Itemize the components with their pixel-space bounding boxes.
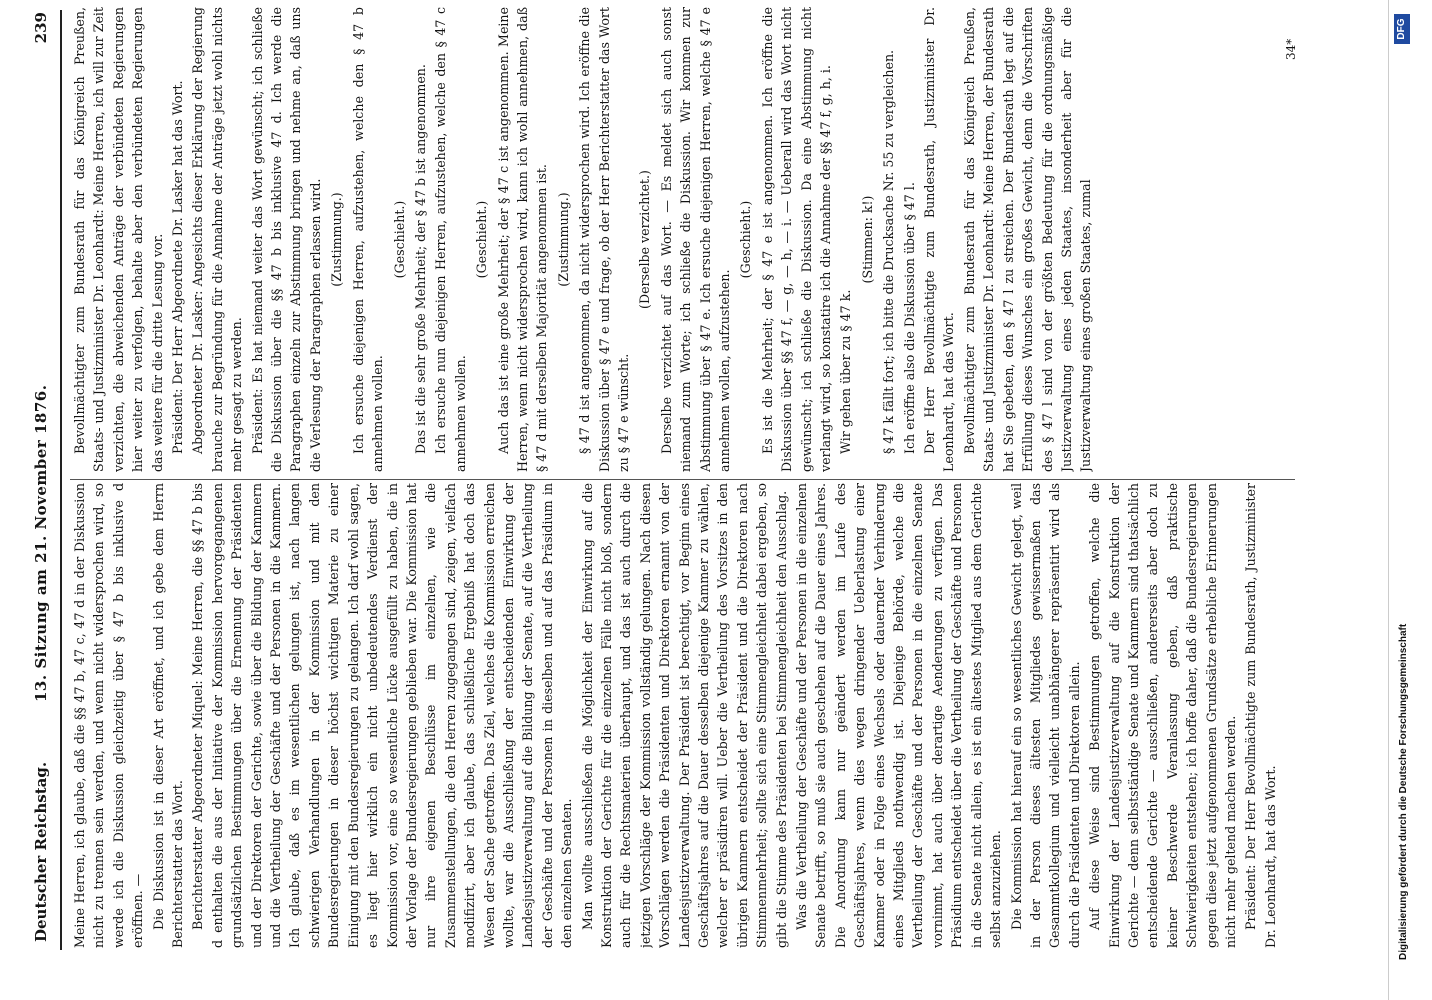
left-column xyxy=(70,483,1300,948)
paragraph: Wir gehen über zu § 47 k. xyxy=(838,289,854,454)
stage-direction: (Derselbe verzichtet.) xyxy=(637,170,653,309)
paragraph: Berichterstatter Abgeordneter Miquel: Meine Herren, die §§ 47 b bis d enthalten die aus der Initiative der Kommission hervorgegangenen grundsätzlichen Bestimmungen über die Ernennung der Präsidenten und der Direktoren der Gerichte, sowie über die Bildung der Kammern und die Vertheilung der Geschäfte und der Personen in die Kammern. Ich glaube, daß es im wesentlichen gelungen ist, nach langen schwierigen Verhandlungen in der Kommission und mit den Bundesregierungen in dieser höchst wichtigen Materie zu einer Einigung mit den Bundesregierungen zu gelangen. Ich darf wohl sagen, es liegt hier wirklich ein nicht unbedeutendes Verdienst der Kommission vor, eine so wesentliche Lücke ausgefüllt zu haben, die in der Vorlage der Bundesregierungen geblieben war. Die Kommission hat nur ihre eigenen Beschlüsse im einzelnen, wie die Zusammenstellungen, die den Herren zugegangen sind, zeigen, vielfach modifizirt, aber ich glaube, das schließliche Ergebniß hat doch das Wesen der Sache getroffen. Das Ziel, welches die Kommission erreichen wollte, war die Ausschließung der entscheidenden Einwirkung der Landesjustizverwaltung auf die Bildung der Senate, auf die Vertheilung der Geschäfte und der Personen in dieselben und auf das Präsidium in den einzelnen Senaten. xyxy=(190,483,575,948)
header-rule xyxy=(60,10,62,950)
paragraph: Der Herr Bevollmächtigte zum Bundesrath, Justizminister Dr. Leonhardt, hat das Wort. xyxy=(922,7,957,472)
paragraph: Das ist die sehr große Mehrheit; der § 47 b ist angenommen. xyxy=(412,64,428,454)
column-divider xyxy=(70,479,1295,480)
paragraph: Auf diese Weise sind Bestimmungen getroffen, welche die Einwirkung der Landesjustizverwaltung auf die Konstruktion der Gerichte — denn selbstständige Senate und Kammern sind thatsächlich entscheidende Gerichte — ausschließen, andererseits aber doch zu keiner Beschwerde Veranlassung geben, daß praktische Schwierigkeiten entstehen; ich hoffe daher, daß die Bundesregierungen gegen diese jetzt aufgenommenen Grundsätze erhebliche Erinnerungen nicht mehr geltend machen werden. xyxy=(1087,483,1238,948)
right-column xyxy=(70,7,1300,472)
digitization-footer xyxy=(1390,0,1418,1000)
paragraph: Derselbe verzichtet auf das Wort. — Es meldet sich auch sonst niemand zum Worte; ich schließe die Diskussion. Wir kommen zur Abstimmung über § 47 e. Ich ersuche diejenigen Herren, welche § 47 e annehmen wollen, aufzustehen. xyxy=(658,7,732,472)
page-header xyxy=(32,12,56,942)
signature-mark: 34* xyxy=(1284,38,1298,60)
dfg-logo: DFG xyxy=(1394,14,1410,44)
paragraph: Präsident: Es hat niemand weiter das Wort gewünscht; ich schließe die Diskussion über die §§ 47 b bis inklusive 47 d. Ich werde die Paragraphen einzeln zur Abstimmung bringen und nehme an, daß uns die Verlesung der Paragraphen erlassen wird. xyxy=(249,7,323,472)
paragraph: Abgeordneter Dr. Lasker: Angesichts dieser Erklärung der Regierung brauche zur Begründung für die Annahme der Anträge jetzt wohl nichts mehr gesagt zu werden. xyxy=(190,7,245,472)
paragraph: Auch das ist eine große Mehrheit; der § 47 c ist angenommen. Meine Herren, wenn nicht widersprochen wird, kann ich wohl annehmen, daß § 47 d mit derselben Majorität angenommen ist. xyxy=(495,7,550,472)
stage-direction: (Geschieht.) xyxy=(738,200,754,279)
session-title: 13. Sitzung am 21. November 1876. xyxy=(32,384,50,702)
paragraph: Man wollte ausschließen die Möglichkeit der Einwirkung auf die Konstruktion der Gerichte für die einzelnen Fälle nicht bloß, sondern auch für die Rechtsmaterien überhaupt, und das ist auch durch die jetzigen Vorschläge der Kommission vollständig gelungen. Nach diesen Vorschlägen werden die Präsidenten und Direktoren ernannt von der Landesjustizverwaltung. Der Präsident ist berechtigt, vor Beginn eines Geschäftsjahres auf die Dauer desselben diejenige Kammer zu wählen, welcher er präsidiren will. Ueber die Vertheilung des Vorsitzes in den übrigen Kammern entscheidet der Präsident und die Direktoren nach Stimmenmehrheit; sollte sich eine Stimmengleichheit dabei ergeben, so gibt die Stimme des Präsidenten bei Stimmengleichheit den Ausschlag. xyxy=(579,483,789,948)
paragraph: Meine Herren, ich glaube, daß die §§ 47 b, 47 c, 47 d in der Diskussion nicht zu trennen sein werden, und wenn nicht widersprochen wird, so werde ich die Diskussion gleichzeitig über § 47 b bis inklusive d eröffnen. — xyxy=(72,483,146,948)
paragraph: § 47 d ist angenommen, da nicht widersprochen wird. Ich eröffne die Diskussion über § 47 e und frage, ob der Herr Berichterstatter das Wort zu § 47 e wünscht. xyxy=(577,7,631,472)
header-title: Deutscher Reichstag. xyxy=(32,761,50,942)
paragraph: Ich ersuche diejenigen Herren, aufzustehen, welche den § 47 b annehmen wollen. xyxy=(350,7,386,472)
paragraph: Bevollmächtigter zum Bundesrath für das Königreich Preußen, Staats- und Justizminister Dr. Leonhardt: Meine Herren, ich will zur Zeit verzichten, die abweichenden Anträge der verbündeten Regierungen hier weiter zu verfolgen, behalte aber den verbündeten Regierungen das weitere für die dritte Lesung vor. xyxy=(72,7,165,472)
scan-edge xyxy=(1388,0,1389,1000)
paragraph: Bevollmächtigter zum Bundesrath für das Königreich Preußen, Staats- und Justizminister Dr. Leonhardt: Meine Herren, der Bundesrath hat Sie gebeten, den § 47 l zu streichen. Der Bundesrath legt auf die Erfüllung dieses Wunsches ein großes Gewicht, denn die Vorschriften des § 47 l sind von der größten Bedeutung für die ordnungsmäßige Justizverwaltung eines jeden Staates, insonderheit aber für die Justizverwaltung eines großen Staates, zumal xyxy=(961,7,1094,472)
stage-direction: (Geschieht.) xyxy=(474,200,490,279)
page-number: 239 xyxy=(32,12,50,44)
paragraph: Ich eröffne also die Diskussion über § 47 l. xyxy=(901,182,917,454)
paragraph: Ich ersuche nun diejenigen Herren, aufzustehen, welche den § 47 c annehmen wollen. xyxy=(433,7,468,472)
paragraph: Präsident: Der Herr Bevollmächtigte zum Bundesrath, Justizminister Dr. Leonhardt, hat das Wort. xyxy=(1243,483,1278,948)
stage-direction: (Stimmen: k!) xyxy=(859,195,875,284)
paragraph: Die Diskussion ist in dieser Art eröffnet, und ich gebe dem Herrn Berichterstatter das Wort. xyxy=(150,483,186,948)
paragraph: Die Kommission hat hierauf ein so wesentliches Gewicht gelegt, weil in der Person dieses ältesten Mitgliedes gewissermaßen das Gesammtkollegium und vielleicht unabhängerer repräsentirt wird als durch die Präsidenten und Direktoren allein. xyxy=(1008,483,1082,948)
stage-direction: (Zustimmung.) xyxy=(555,192,571,287)
stage-direction: (Zustimmung.) xyxy=(329,192,345,287)
paragraph: Es ist die Mehrheit; der § 47 e ist angenommen. Ich eröffne die Diskussion über §§ 47 f, — g, — h, — i. — Ueberall wird das Wort nicht gewünscht; ich schließe die Diskussion. Da eine Abstimmung nicht verlangt wird, so konstatire ich die Annahme der §§ 47 f, g, h, i. xyxy=(759,7,834,472)
stage-direction: (Geschieht.) xyxy=(391,200,407,279)
paragraph: Präsident: Der Herr Abgeordnete Dr. Lasker hat das Wort. xyxy=(170,80,186,454)
dfg-credit: Digitalisierung gefördert durch die Deutsche Forschungsgemeinschaft xyxy=(1398,623,1409,960)
paragraph: § 47 k fällt fort; ich bitte die Drucksache Nr. 55 zu vergleichen. xyxy=(881,49,897,454)
paragraph: Was die Vertheilung der Geschäfte und der Personen in die einzelnen Senate betrifft, so muß sie auch geschehen auf die Dauer eines Jahres. Die Anordnung kann nur geändert werden im Laufe des Geschäftsjahres, wenn dies wegen dringender Ueberlastung einer Kammer oder in Folge eines Wechsels oder dauernder Verhinderung eines Mitglieds nothwendig ist. Diejenige Behörde, welche die Vertheilung der Geschäfte und der Personen in die einzelnen Senate vornimmt, hat auch über derartige Aenderungen zu verfügen. Das Präsidium entscheidet über die Vertheilung der Geschäfte und Personen in die Senate nicht allein, es ist ein ältestes Mitglied aus dem Gerichte selbst anzuziehen. xyxy=(794,483,1004,948)
